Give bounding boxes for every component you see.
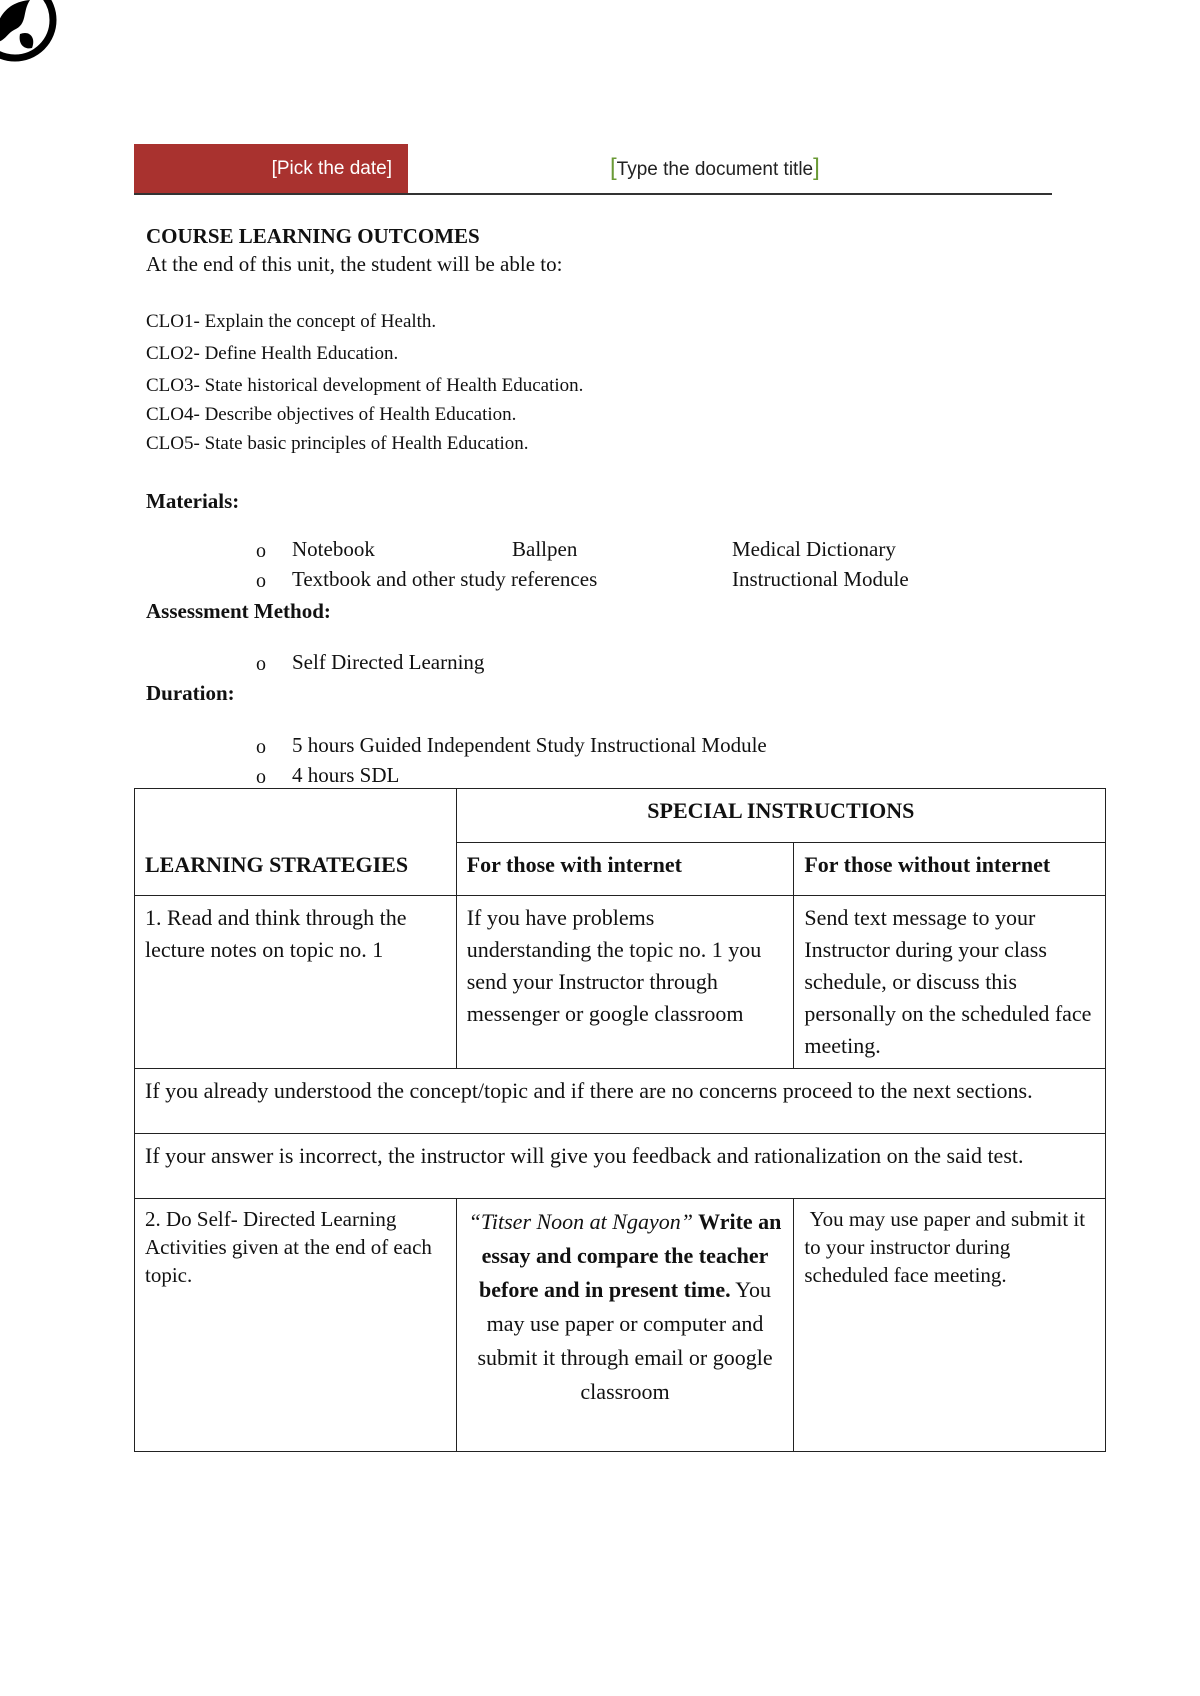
duration-item: 5 hours Guided Independent Study Instructional Module [292, 733, 767, 757]
clo-item: CLO5- State basic principles of Health Education. [146, 433, 529, 454]
table-cell [135, 789, 457, 843]
materials-heading: Materials: [146, 489, 240, 513]
bullet-marker: o [256, 570, 266, 592]
strategy-cell: 1. Read and think through the lecture notes on topic no. 1 [135, 896, 457, 1069]
table-row [135, 1134, 1106, 1199]
material-item: Textbook and other study references [292, 567, 598, 591]
with-internet-header: For those with internet [456, 843, 794, 896]
material-item: Medical Dictionary [732, 537, 896, 561]
school-logo-icon [0, 0, 60, 68]
material-item: Notebook [292, 537, 375, 561]
clo-item: CLO2- Define Health Education. [146, 343, 399, 364]
header-divider [134, 193, 1052, 195]
without-internet-cell: You may use paper and submit it to your instructor during scheduled face meeting. [794, 1199, 1106, 1452]
bullet-marker: o [256, 766, 266, 788]
with-internet-cell: If you have problems understanding the topic no. 1 you send your Instructor through messenger or google classroom [456, 896, 794, 1069]
clo-item: CLO1- Explain the concept of Health. [146, 311, 437, 332]
table-row [135, 896, 1106, 1069]
duration-item: 4 hours SDL [292, 763, 400, 787]
note-cell: If your answer is incorrect, the instructor will give you feedback and rationalization on the said test. [135, 1134, 1106, 1199]
document-title-field[interactable] [610, 154, 820, 182]
date-placeholder: [Pick the date] [271, 157, 392, 179]
with-internet-cell [456, 1199, 794, 1452]
duration-heading: Duration: [146, 681, 235, 705]
table-row [135, 843, 1106, 896]
material-item: Ballpen [512, 537, 578, 561]
clo-item: CLO4- Describe objectives of Health Education. [146, 404, 517, 425]
bullet-marker: o [256, 653, 266, 675]
without-internet-header: For those without internet [794, 843, 1106, 896]
learning-strategies-table [134, 788, 1106, 1452]
assessment-heading: Assessment Method: [146, 599, 331, 623]
clo-item: CLO3- State historical development of Health Education. [146, 375, 584, 396]
note-cell: If you already understood the concept/topic and if there are no concerns proceed to the next sections. [135, 1069, 1106, 1134]
activity-instruction: Write an essay and compare the teacher before and in present time. [479, 1209, 782, 1302]
strategy-cell: 2. Do Self- Directed Learning Activities given at the end of each topic. [135, 1199, 457, 1452]
assessment-item: Self Directed Learning [292, 650, 485, 674]
table-row [135, 1069, 1106, 1134]
table-row [135, 789, 1106, 843]
learning-strategies-header: LEARNING STRATEGIES [135, 843, 457, 896]
activity-title: “Titser Noon at Ngayon” [468, 1209, 693, 1234]
title-close-bracket: ] [813, 154, 820, 181]
bullet-marker: o [256, 736, 266, 758]
material-item: Instructional Module [732, 567, 909, 591]
special-instructions-header: SPECIAL INSTRUCTIONS [456, 789, 1105, 843]
table-row [135, 1199, 1106, 1452]
without-internet-cell: Send text message to your Instructor during your class schedule, or discuss this personally on the scheduled face meeting. [794, 896, 1106, 1069]
outcomes-intro: At the end of this unit, the student will be able to: [146, 252, 563, 276]
date-picker-field[interactable] [134, 144, 408, 193]
activity-submission: You may use paper or computer and submit it through email or google classroom [477, 1277, 773, 1404]
bullet-marker: o [256, 540, 266, 562]
outcomes-heading: COURSE LEARNING OUTCOMES [146, 224, 480, 248]
document-title-placeholder: Type the document title [616, 159, 814, 180]
title-open-bracket: [ [610, 154, 617, 181]
